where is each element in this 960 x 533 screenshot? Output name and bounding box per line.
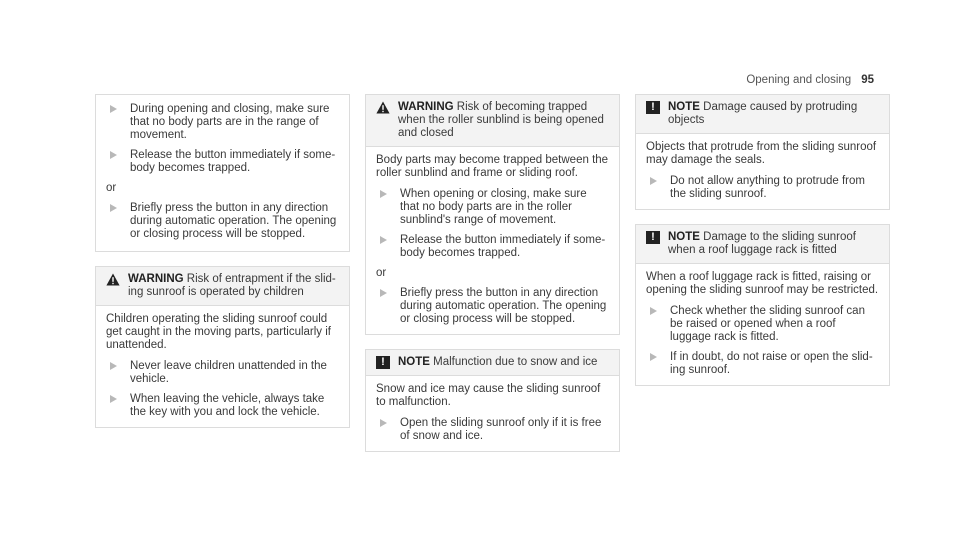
note-box bbox=[635, 224, 890, 386]
page-number: 95 bbox=[861, 74, 874, 86]
list-item: If in doubt, do not raise or open the slid-ing sunroof. bbox=[646, 351, 879, 377]
warning-title: Risk of becoming trapped when the roller sunblind is being opened and closed bbox=[398, 101, 604, 139]
note-body: When a roof luggage rack is fitted, raising or opening the sliding sunroof may be restricted. bbox=[646, 271, 879, 296]
list-item: Do not allow anything to protrude from the sliding sunroof. bbox=[646, 175, 879, 201]
note-header bbox=[636, 225, 889, 264]
note-title: Malfunction due to snow and ice bbox=[433, 356, 598, 368]
arrow-icon bbox=[380, 419, 387, 427]
list-item: Briefly press the button in any direction during automatic operation. The opening or closing process will be stopped. bbox=[106, 202, 339, 241]
warning-body: Body parts may become trapped between the roller sunblind and frame or sliding roof. bbox=[376, 154, 609, 179]
list-item: Briefly press the button in any direction during automatic operation. The opening or closing process will be stopped. bbox=[376, 287, 609, 326]
exclamation-icon: ! bbox=[646, 101, 660, 114]
note-header bbox=[366, 350, 619, 376]
warning-keyword: WARNING bbox=[128, 273, 184, 285]
column-2 bbox=[365, 94, 620, 466]
exclamation-icon: ! bbox=[646, 231, 660, 244]
or-label: or bbox=[376, 267, 387, 279]
arrow-icon bbox=[380, 236, 387, 244]
arrow-icon bbox=[110, 362, 117, 370]
section-title: Opening and closing bbox=[746, 74, 852, 86]
list-item: When leaving the vehicle, always take the key with you and lock the vehicle. bbox=[106, 393, 339, 419]
arrow-icon bbox=[380, 289, 387, 297]
arrow-icon bbox=[650, 307, 657, 315]
note-box bbox=[365, 349, 620, 452]
page-header bbox=[746, 74, 874, 86]
note-title: Damage caused by protruding objects bbox=[668, 101, 858, 126]
steps-box bbox=[95, 94, 350, 252]
exclamation-icon: ! bbox=[376, 356, 390, 369]
arrow-icon bbox=[650, 353, 657, 361]
column-3 bbox=[635, 94, 890, 400]
note-body: Snow and ice may cause the sliding sunroof to malfunction. bbox=[376, 383, 601, 408]
note-header bbox=[636, 95, 889, 134]
note-keyword: NOTE bbox=[668, 231, 700, 243]
warning-keyword: WARNING bbox=[398, 101, 454, 113]
warning-title: Risk of entrapment if the slid-ing sunroof is operated by children bbox=[128, 273, 336, 298]
list-item: Open the sliding sunroof only if it is free of snow and ice. bbox=[376, 417, 609, 443]
note-body: Objects that protrude from the sliding sunroof may damage the seals. bbox=[646, 141, 877, 166]
list-item: Never leave children unattended in the vehicle. bbox=[106, 360, 339, 386]
column-1 bbox=[95, 94, 350, 442]
or-label: or bbox=[106, 182, 117, 194]
list-item: During opening and closing, make sure that no body parts are in the range of movement. bbox=[106, 103, 339, 142]
warning-icon bbox=[376, 101, 390, 114]
arrow-icon bbox=[110, 105, 117, 113]
warning-icon bbox=[106, 273, 120, 286]
arrow-icon bbox=[380, 190, 387, 198]
warning-header bbox=[366, 95, 619, 147]
note-box bbox=[635, 94, 890, 210]
arrow-icon bbox=[110, 151, 117, 159]
list-item: When opening or closing, make sure that no body parts are in the roller sunblind's range of movement. bbox=[376, 188, 609, 227]
arrow-icon bbox=[110, 395, 117, 403]
warning-body: Children operating the sliding sunroof could get caught in the moving parts, particularly if unattended. bbox=[106, 313, 332, 351]
arrow-icon bbox=[110, 204, 117, 212]
warning-box bbox=[365, 94, 620, 335]
note-keyword: NOTE bbox=[668, 101, 700, 113]
list-item: Release the button immediately if some-body becomes trapped. bbox=[106, 149, 339, 175]
list-item: Release the button immediately if some-body becomes trapped. bbox=[376, 234, 609, 260]
arrow-icon bbox=[650, 177, 657, 185]
warning-box bbox=[95, 266, 350, 428]
warning-header bbox=[96, 267, 349, 306]
note-title: Damage to the sliding sunroof when a roof luggage rack is fitted bbox=[668, 231, 856, 256]
note-keyword: NOTE bbox=[398, 356, 430, 368]
list-item: Check whether the sliding sunroof can be raised or opened when a roof luggage rack is fitted. bbox=[646, 305, 879, 344]
